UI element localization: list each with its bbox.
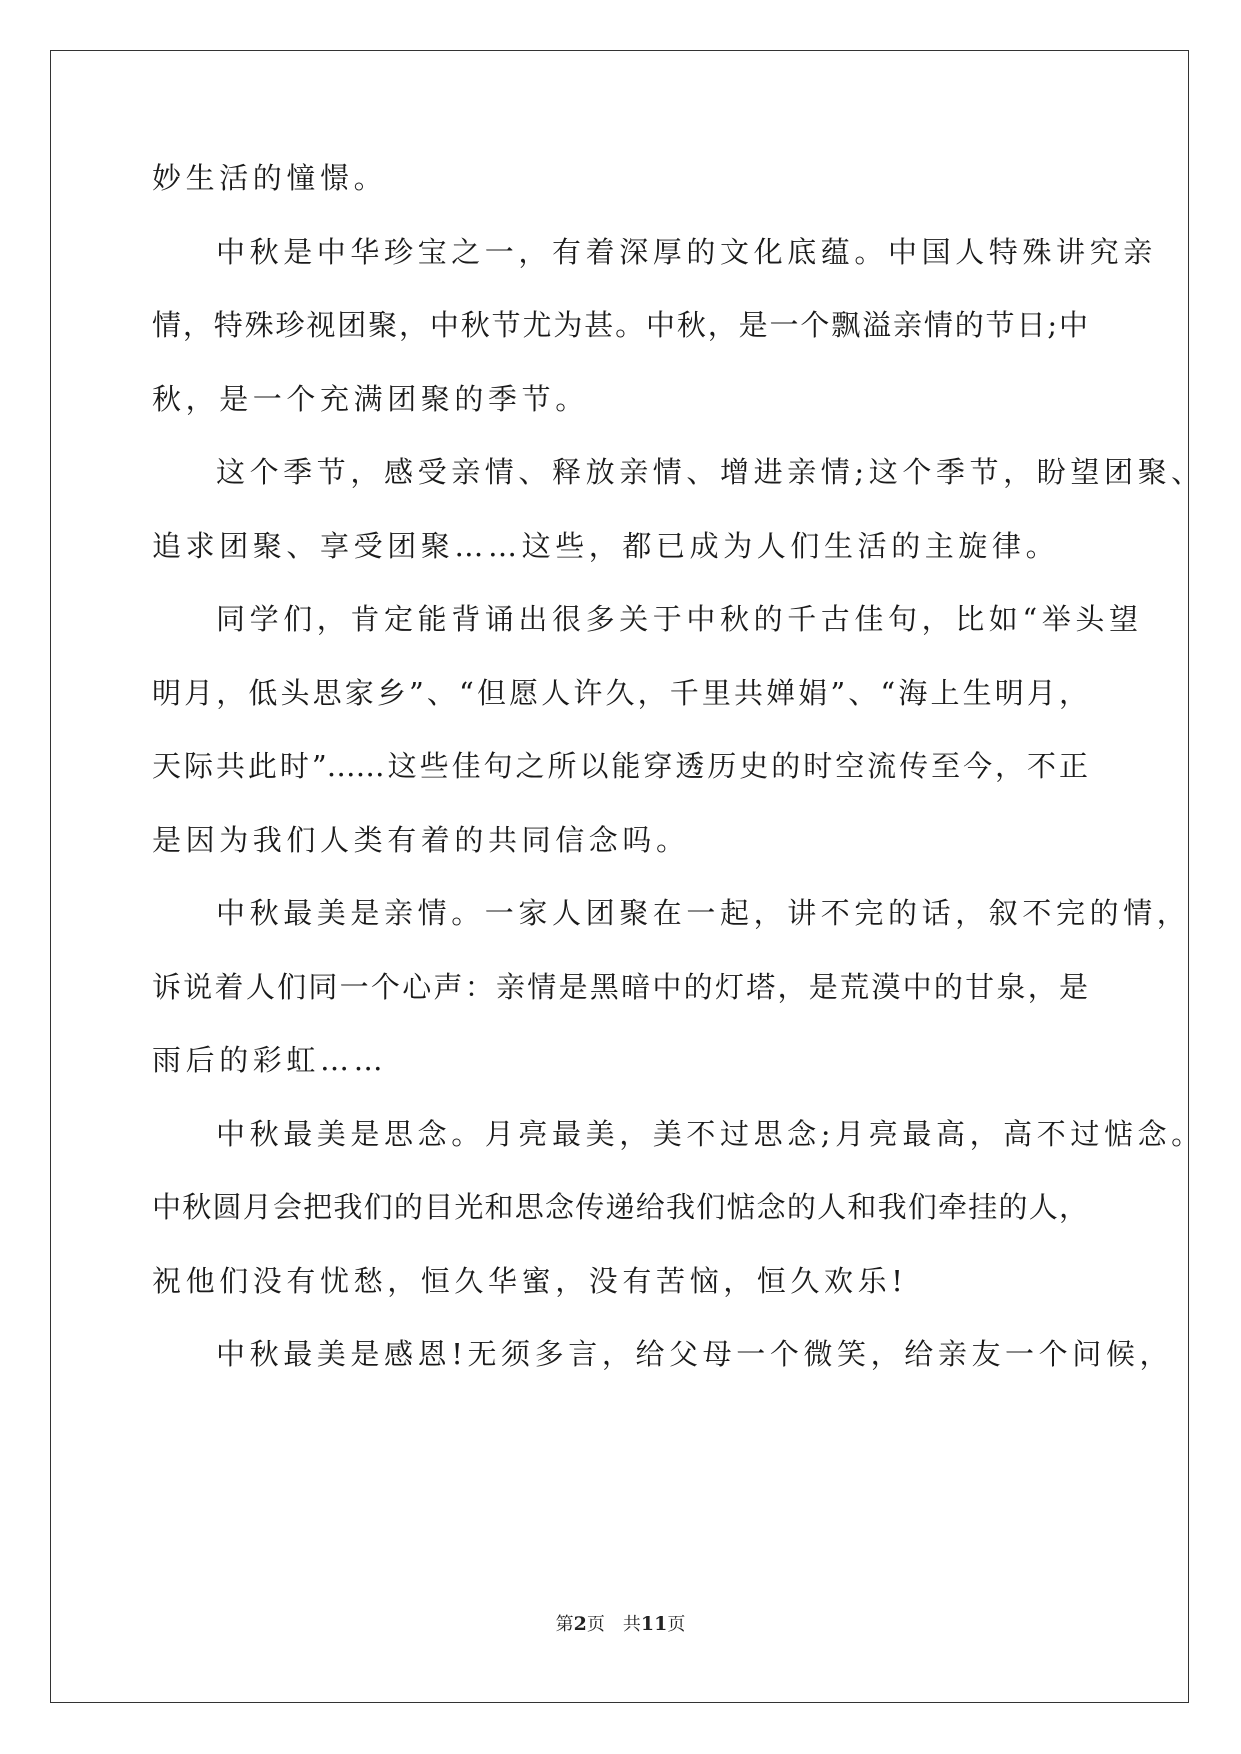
- text-line-6: 追求团聚、享受团聚……这些，都已成为人们生活的主旋律。: [152, 528, 1060, 563]
- text-line-13: 雨后的彩虹……: [152, 1043, 388, 1077]
- text-line-4: 秋，是一个充满团聚的季节。: [152, 381, 589, 416]
- text-line-10: 是因为我们人类有着的共同信念吗。: [152, 822, 690, 857]
- page-footer: [0, 1610, 1241, 1636]
- text-line-15: 中秋圆月会把我们的目光和思念传递给我们惦念的人和我们牵挂的人，: [152, 1190, 1088, 1224]
- text-line-2: 中秋是中华珍宝之一，有着深厚的文化底蕴。中国人特殊讲究亲: [216, 234, 1157, 269]
- page-prefix: 第: [555, 1614, 574, 1635]
- text-line-5: 这个季节，感受亲情、释放亲情、增进亲情;这个季节，盼望团聚、: [216, 455, 1205, 489]
- page-suffix: 页: [586, 1614, 605, 1635]
- text-line-9: 天际共此时”……这些佳句之所以能穿透历史的时空流传至今，不正: [152, 749, 1088, 783]
- document-body: [152, 158, 1205, 1408]
- text-line-8: 明月，低头思家乡”、“但愿人许久，千里共婵娟”、“海上生明月，: [152, 675, 1088, 710]
- text-line-7: 同学们，肯定能背诵出很多关于中秋的千古佳句，比如“举头望: [216, 602, 1143, 636]
- total-prefix: 共: [622, 1614, 641, 1635]
- text-line-17: 中秋最美是感恩!无须多言，给父母一个微笑，给亲友一个问候，: [216, 1337, 1174, 1371]
- page-total: 11: [640, 1613, 668, 1635]
- total-suffix: 页: [667, 1614, 686, 1635]
- text-line-14: 中秋最美是思念。月亮最美，美不过思念;月亮最高，高不过惦念。: [216, 1116, 1205, 1151]
- text-line-1: 妙生活的憧憬。: [152, 161, 388, 195]
- text-line-16: 祝他们没有忧愁，恒久华蜜，没有苦恼，恒久欢乐!: [152, 1263, 908, 1298]
- page-current: 2: [573, 1613, 587, 1635]
- text-line-12: 诉说着人们同一个心声：亲情是黑暗中的灯塔，是荒漠中的甘泉，是: [152, 969, 1088, 1004]
- text-line-3: 情，特殊珍视团聚，中秋节尤为甚。中秋，是一个飘溢亲情的节日;中: [152, 308, 1088, 342]
- text-line-11: 中秋最美是亲情。一家人团聚在一起，讲不完的话，叙不完的情，: [216, 896, 1191, 930]
